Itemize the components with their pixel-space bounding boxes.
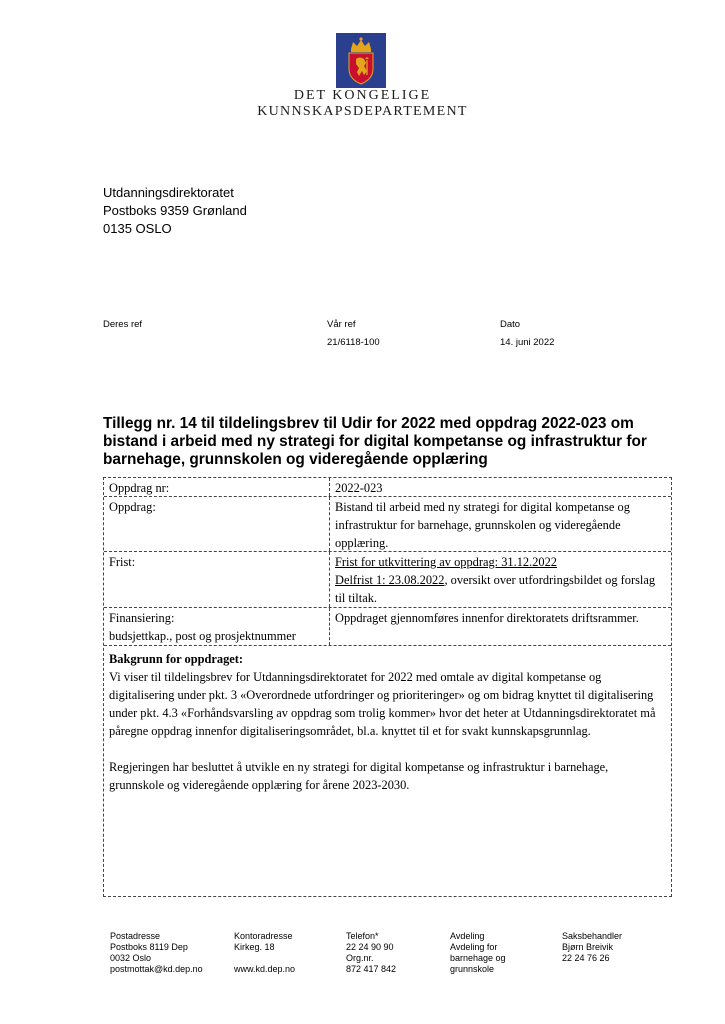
recipient-city: 0135 OSLO xyxy=(103,221,172,236)
footer-orgnr-value: 872 417 842 xyxy=(346,964,397,974)
bakgrunn-paragraph-1: Vi viser til tildelingsbrev for Utdanningsdirektoratet for 2022 med omtale av digital kompetanse og digitalisering under pkt. 3 «Overordnede utfordringer og prioriteringer» og om bidrag knyttet til digitalisering under pkt. 4.3 «Forhåndsvarsling av oppdrag som trolig kommer» hvor det heter at Utdanningsdirektoratet må påregne oppdrag innenfor digitaliseringsområdet, bl.a. knyttet til et for svakt kunnskapsgrunnlag. xyxy=(109,670,656,738)
oppdrag-label: Oppdrag: xyxy=(104,497,330,551)
oppdrag-nr-label: Oppdrag nr: xyxy=(104,478,330,496)
footer-saksbehandler-label: Saksbehandler xyxy=(562,931,623,941)
document-title: Tillegg nr. 14 til tildelingsbrev til Udir for 2022 med oppdrag 2022-023 om bistand i arbeid med ny strategi for digital kompetanse og infrastruktur for barnehage, grunnskolen og videregående opplæring xyxy=(103,415,647,468)
footer-avdeling-line-3: grunnskole xyxy=(450,964,495,974)
finansiering-value: Oppdraget gjennomføres innenfor direktoratets driftsrammer. xyxy=(335,611,639,625)
recipient-name: Utdanningsdirektoratet xyxy=(103,185,234,200)
recipient-street: Postboks 9359 Grønland xyxy=(103,203,247,218)
dato-value: 14. juni 2022 xyxy=(500,337,555,348)
var-ref-value: 21/6118-100 xyxy=(327,337,380,348)
footer-telefon-value: 22 24 90 90 xyxy=(346,942,394,952)
footer-saksbehandler-phone: 22 24 76 26 xyxy=(562,953,610,963)
footer-kontoradresse-label: Kontoradresse xyxy=(234,931,293,941)
oppdrag-value: Bistand til arbeid med ny strategi for digital kompetanse og infrastruktur for barnehage, grunnskolen og videregående opplæring. xyxy=(335,500,630,550)
footer-avdeling-line-2: barnehage og xyxy=(450,953,506,963)
frist-main: Frist for utkvittering av oppdrag: 31.12.2022 xyxy=(335,555,557,569)
footer-saksbehandler-name: Bjørn Breivik xyxy=(562,942,614,952)
footer-telefon xyxy=(346,931,396,975)
footer-orgnr-label: Org.nr. xyxy=(346,953,374,963)
footer-saksbehandler xyxy=(562,931,622,964)
bakgrunn-paragraph-2: Regjeringen har besluttet å utvikle en ny strategi for digital kompetanse og infrastruktur i barnehage, grunnskole og videregående opplæring for årene 2023-2030. xyxy=(109,760,609,792)
footer-avdeling-label: Avdeling xyxy=(450,931,485,941)
footer-kontoradresse xyxy=(234,931,295,975)
letterhead-line-2: KUNNSKAPSDEPARTEMENT xyxy=(257,104,468,119)
frist-value xyxy=(330,552,671,607)
bakgrunn-section xyxy=(104,648,671,814)
finansiering-sublabel: budsjettkap., post og prosjektnummer xyxy=(109,629,296,643)
table-row-oppdrag-nr xyxy=(104,478,671,497)
dato-label: Dato xyxy=(500,319,521,330)
letterhead-line-1: DET KONGELIGE xyxy=(293,88,432,103)
footer-postboks: Postboks 8119 Dep xyxy=(110,942,188,952)
coat-of-arms-icon xyxy=(336,33,386,88)
oppdrag-nr-value: 2022-023 xyxy=(335,481,383,495)
assignment-table xyxy=(103,477,672,897)
finansiering-label: Finansiering: xyxy=(109,611,175,625)
footer-street: Kirkeg. 18 xyxy=(234,942,275,952)
bakgrunn-heading: Bakgrunn for oppdraget: xyxy=(109,652,244,666)
var-ref-label: Vår ref xyxy=(327,319,356,330)
footer-avdeling-line-1: Avdeling for xyxy=(450,942,498,952)
footer-website: www.kd.dep.no xyxy=(234,964,296,974)
table-row-finansiering xyxy=(104,608,671,646)
delfrist-date: Delfrist 1: 23.08.2022 xyxy=(335,573,445,587)
table-row-frist xyxy=(104,552,671,608)
delfrist-description: , oversikt over utfordringsbildet og forslag til tiltak. xyxy=(335,573,656,605)
footer-avdeling xyxy=(450,931,506,975)
footer-postadresse-label: Postadresse xyxy=(110,931,161,941)
footer-postadresse xyxy=(110,931,203,975)
frist-label: Frist: xyxy=(104,552,330,607)
footer-email: postmottak@kd.dep.no xyxy=(110,964,203,974)
recipient-address xyxy=(103,184,247,238)
footer-post-city: 0032 Oslo xyxy=(110,953,152,963)
deres-ref-label: Deres ref xyxy=(103,319,143,330)
table-row-oppdrag xyxy=(104,497,671,552)
footer-blank xyxy=(234,953,295,964)
footer-telefon-label: Telefon* xyxy=(346,931,379,941)
finansiering-cell xyxy=(104,608,330,645)
